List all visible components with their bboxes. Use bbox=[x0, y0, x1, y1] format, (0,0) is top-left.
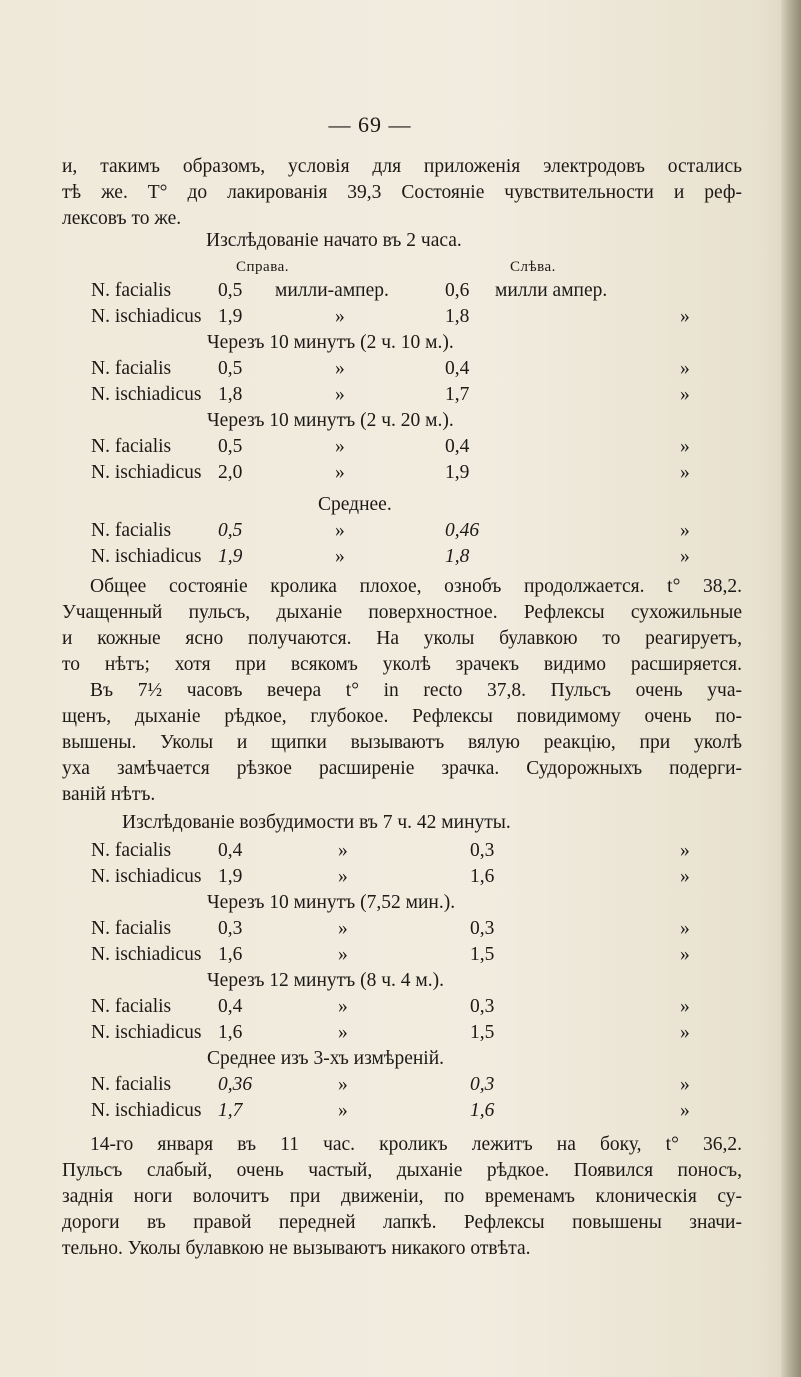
ditto-mark: » bbox=[335, 520, 345, 541]
nerve-label: N. facialis bbox=[91, 918, 172, 939]
table-row bbox=[0, 280, 801, 306]
nerve-label: N. ischiadicus bbox=[91, 1022, 202, 1043]
nerve-label: N. facialis bbox=[91, 280, 172, 301]
table-row bbox=[0, 462, 801, 488]
page-edge bbox=[781, 0, 801, 1377]
ditto-mark: » bbox=[680, 840, 690, 861]
nerve-label: N. facialis bbox=[91, 358, 172, 379]
value-left: 1,6 bbox=[470, 866, 495, 887]
ditto-mark: » bbox=[680, 918, 690, 939]
ditto-mark: » bbox=[335, 436, 345, 457]
nerve-label: N. ischiadicus bbox=[91, 1100, 202, 1121]
value-left: 1,6 bbox=[470, 1100, 495, 1121]
ditto-mark: » bbox=[335, 358, 345, 379]
interval-heading: Черезъ 10 минутъ (7,52 мин.). bbox=[207, 892, 456, 913]
nerve-label: N. facialis bbox=[91, 996, 172, 1017]
text-line: уха замѣчается рѣзкое расширеніе зрачка. Судорожныхъ подерги- bbox=[62, 758, 742, 779]
value-right: 0,5 bbox=[218, 280, 243, 301]
paragraph-1 bbox=[62, 154, 742, 232]
table-row bbox=[0, 866, 801, 892]
value-left: 0,6 bbox=[445, 280, 470, 301]
average-heading: Среднее. bbox=[318, 494, 392, 515]
value-left: 0,3 bbox=[470, 996, 495, 1017]
value-right: 0,5 bbox=[218, 520, 243, 541]
value-right: 0,3 bbox=[218, 918, 243, 939]
text-line: Учащенный пульсъ, дыханіе поверхностное. Рефлексы сухожильные bbox=[62, 602, 742, 623]
nerve-label: N. facialis bbox=[91, 520, 172, 541]
value-left: 1,5 bbox=[470, 1022, 495, 1043]
value-right: 1,6 bbox=[218, 944, 243, 965]
paragraph-2 bbox=[62, 574, 742, 808]
value-right: 2,0 bbox=[218, 462, 243, 483]
section-heading: Изслѣдованіе возбудимости въ 7 ч. 42 минуты. bbox=[122, 812, 511, 833]
ditto-mark: » bbox=[680, 436, 690, 457]
value-left: 0,4 bbox=[445, 358, 470, 379]
table-row bbox=[0, 1022, 801, 1048]
value-left: 0,3 bbox=[470, 1074, 495, 1095]
column-header-right: Справа. bbox=[236, 259, 289, 275]
ditto-mark: » bbox=[338, 944, 348, 965]
value-left: 1,5 bbox=[470, 944, 495, 965]
value-left: 0,3 bbox=[470, 918, 495, 939]
value-left: 0,46 bbox=[445, 520, 480, 541]
average-heading: Среднее изъ 3-хъ измѣреній. bbox=[207, 1048, 445, 1069]
ditto-mark: » bbox=[335, 384, 345, 405]
ditto-mark: » bbox=[680, 462, 690, 483]
text-line: 14-го января въ 11 час. кроликъ лежитъ на боку, t° 36,2. bbox=[90, 1134, 742, 1155]
nerve-label: N. ischiadicus bbox=[91, 944, 202, 965]
ditto-mark: » bbox=[680, 1100, 690, 1121]
text-line: и кожные ясно получаются. На уколы булавкою то реагируетъ, bbox=[62, 628, 742, 649]
ditto-mark: » bbox=[338, 866, 348, 887]
nerve-label: N. ischiadicus bbox=[91, 546, 202, 567]
text-line: заднія ноги волочитъ при движеніи, по временамъ клоническія су- bbox=[62, 1186, 742, 1207]
ditto-mark: » bbox=[338, 1100, 348, 1121]
table-row bbox=[0, 944, 801, 970]
text-line: Общее состояніе кролика плохое, ознобъ продолжается. t° 38,2. bbox=[90, 576, 742, 597]
value-right: 0,5 bbox=[218, 358, 243, 379]
ditto-mark: » bbox=[680, 546, 690, 567]
table-row bbox=[0, 306, 801, 332]
ditto-mark: » bbox=[680, 866, 690, 887]
nerve-label: N. facialis bbox=[91, 436, 172, 457]
table-row bbox=[0, 520, 801, 546]
value-right: 1,9 bbox=[218, 306, 243, 327]
text-line: вышены. Уколы и щипки вызываютъ вялую реакцію, при уколѣ bbox=[62, 732, 742, 753]
value-right: 0,4 bbox=[218, 840, 243, 861]
nerve-label: N. ischiadicus bbox=[91, 306, 202, 327]
table-row bbox=[0, 918, 801, 944]
ditto-mark: » bbox=[335, 546, 345, 567]
ditto-mark: » bbox=[338, 840, 348, 861]
value-right: 0,4 bbox=[218, 996, 243, 1017]
value-right: 1,9 bbox=[218, 866, 243, 887]
ditto-mark: » bbox=[680, 520, 690, 541]
value-right: 0,36 bbox=[218, 1074, 253, 1095]
page-number: — 69 — bbox=[328, 112, 412, 137]
text-line: и, такимъ образомъ, условія для приложенія электродовъ остались bbox=[62, 156, 742, 177]
text-line: Въ 7½ часовъ вечера t° in recto 37,8. Пульсъ очень уча- bbox=[90, 680, 742, 701]
table-row bbox=[0, 436, 801, 462]
ditto-mark: » bbox=[680, 1074, 690, 1095]
section-heading: Изслѣдованіе начато въ 2 часа. bbox=[206, 230, 462, 251]
table-row bbox=[0, 1100, 801, 1126]
nerve-label: N. ischiadicus bbox=[91, 384, 202, 405]
value-right: 1,9 bbox=[218, 546, 243, 567]
ditto-mark: » bbox=[680, 1022, 690, 1043]
value-right: 1,7 bbox=[218, 1100, 243, 1121]
ditto-mark: » bbox=[680, 996, 690, 1017]
text-line: лексовъ то же. bbox=[62, 208, 182, 229]
ditto-mark: » bbox=[680, 384, 690, 405]
text-line: дороги въ правой передней лапкѣ. Рефлексы повышены значи- bbox=[62, 1212, 742, 1233]
table-row bbox=[0, 1074, 801, 1100]
text-line: щенъ, дыханіе рѣдкое, глубокое. Рефлексы повидимому очень по- bbox=[62, 706, 742, 727]
interval-heading: Черезъ 12 минутъ (8 ч. 4 м.). bbox=[207, 970, 444, 991]
table-row bbox=[0, 358, 801, 384]
text-line: то нѣтъ; хотя при всякомъ уколѣ зрачекъ видимо расширяется. bbox=[62, 654, 742, 675]
ditto-mark: » bbox=[335, 462, 345, 483]
value-left: 0,4 bbox=[445, 436, 470, 457]
nerve-label: N. facialis bbox=[91, 840, 172, 861]
column-header-left: Слѣва. bbox=[510, 259, 556, 275]
ditto-mark: » bbox=[680, 306, 690, 327]
interval-heading: Черезъ 10 минутъ (2 ч. 20 м.). bbox=[207, 410, 454, 431]
value-left: 1,7 bbox=[445, 384, 470, 405]
ditto-mark: » bbox=[335, 306, 345, 327]
ditto-mark: » bbox=[338, 1022, 348, 1043]
unit-label: милли-ампер. bbox=[275, 280, 389, 301]
nerve-label: N. ischiadicus bbox=[91, 866, 202, 887]
value-left: 1,9 bbox=[445, 462, 470, 483]
value-right: 0,5 bbox=[218, 436, 243, 457]
table-row bbox=[0, 546, 801, 572]
paragraph-3 bbox=[62, 1132, 742, 1262]
value-right: 1,8 bbox=[218, 384, 243, 405]
text-line: тельно. Уколы булавкою не вызываютъ никакого отвѣта. bbox=[62, 1238, 531, 1259]
ditto-mark: » bbox=[680, 944, 690, 965]
value-left: 0,3 bbox=[470, 840, 495, 861]
unit-label: милли ампер. bbox=[495, 280, 608, 301]
ditto-mark: » bbox=[338, 918, 348, 939]
table-row bbox=[0, 996, 801, 1022]
nerve-label: N. facialis bbox=[91, 1074, 172, 1095]
value-left: 1,8 bbox=[445, 546, 470, 567]
text-line: тѣ же. Т° до лакированія 39,3 Состояніе чувствительности и реф- bbox=[62, 182, 742, 203]
nerve-label: N. ischiadicus bbox=[91, 462, 202, 483]
value-right: 1,6 bbox=[218, 1022, 243, 1043]
ditto-mark: » bbox=[338, 996, 348, 1017]
value-left: 1,8 bbox=[445, 306, 470, 327]
ditto-mark: » bbox=[338, 1074, 348, 1095]
text-line: ваній нѣтъ. bbox=[62, 784, 156, 805]
text-line: Пульсъ слабый, очень частый, дыханіе рѣдкое. Появился поносъ, bbox=[62, 1160, 742, 1181]
table-row bbox=[0, 840, 801, 866]
interval-heading: Черезъ 10 минутъ (2 ч. 10 м.). bbox=[207, 332, 454, 353]
table-row bbox=[0, 384, 801, 410]
ditto-mark: » bbox=[680, 358, 690, 379]
